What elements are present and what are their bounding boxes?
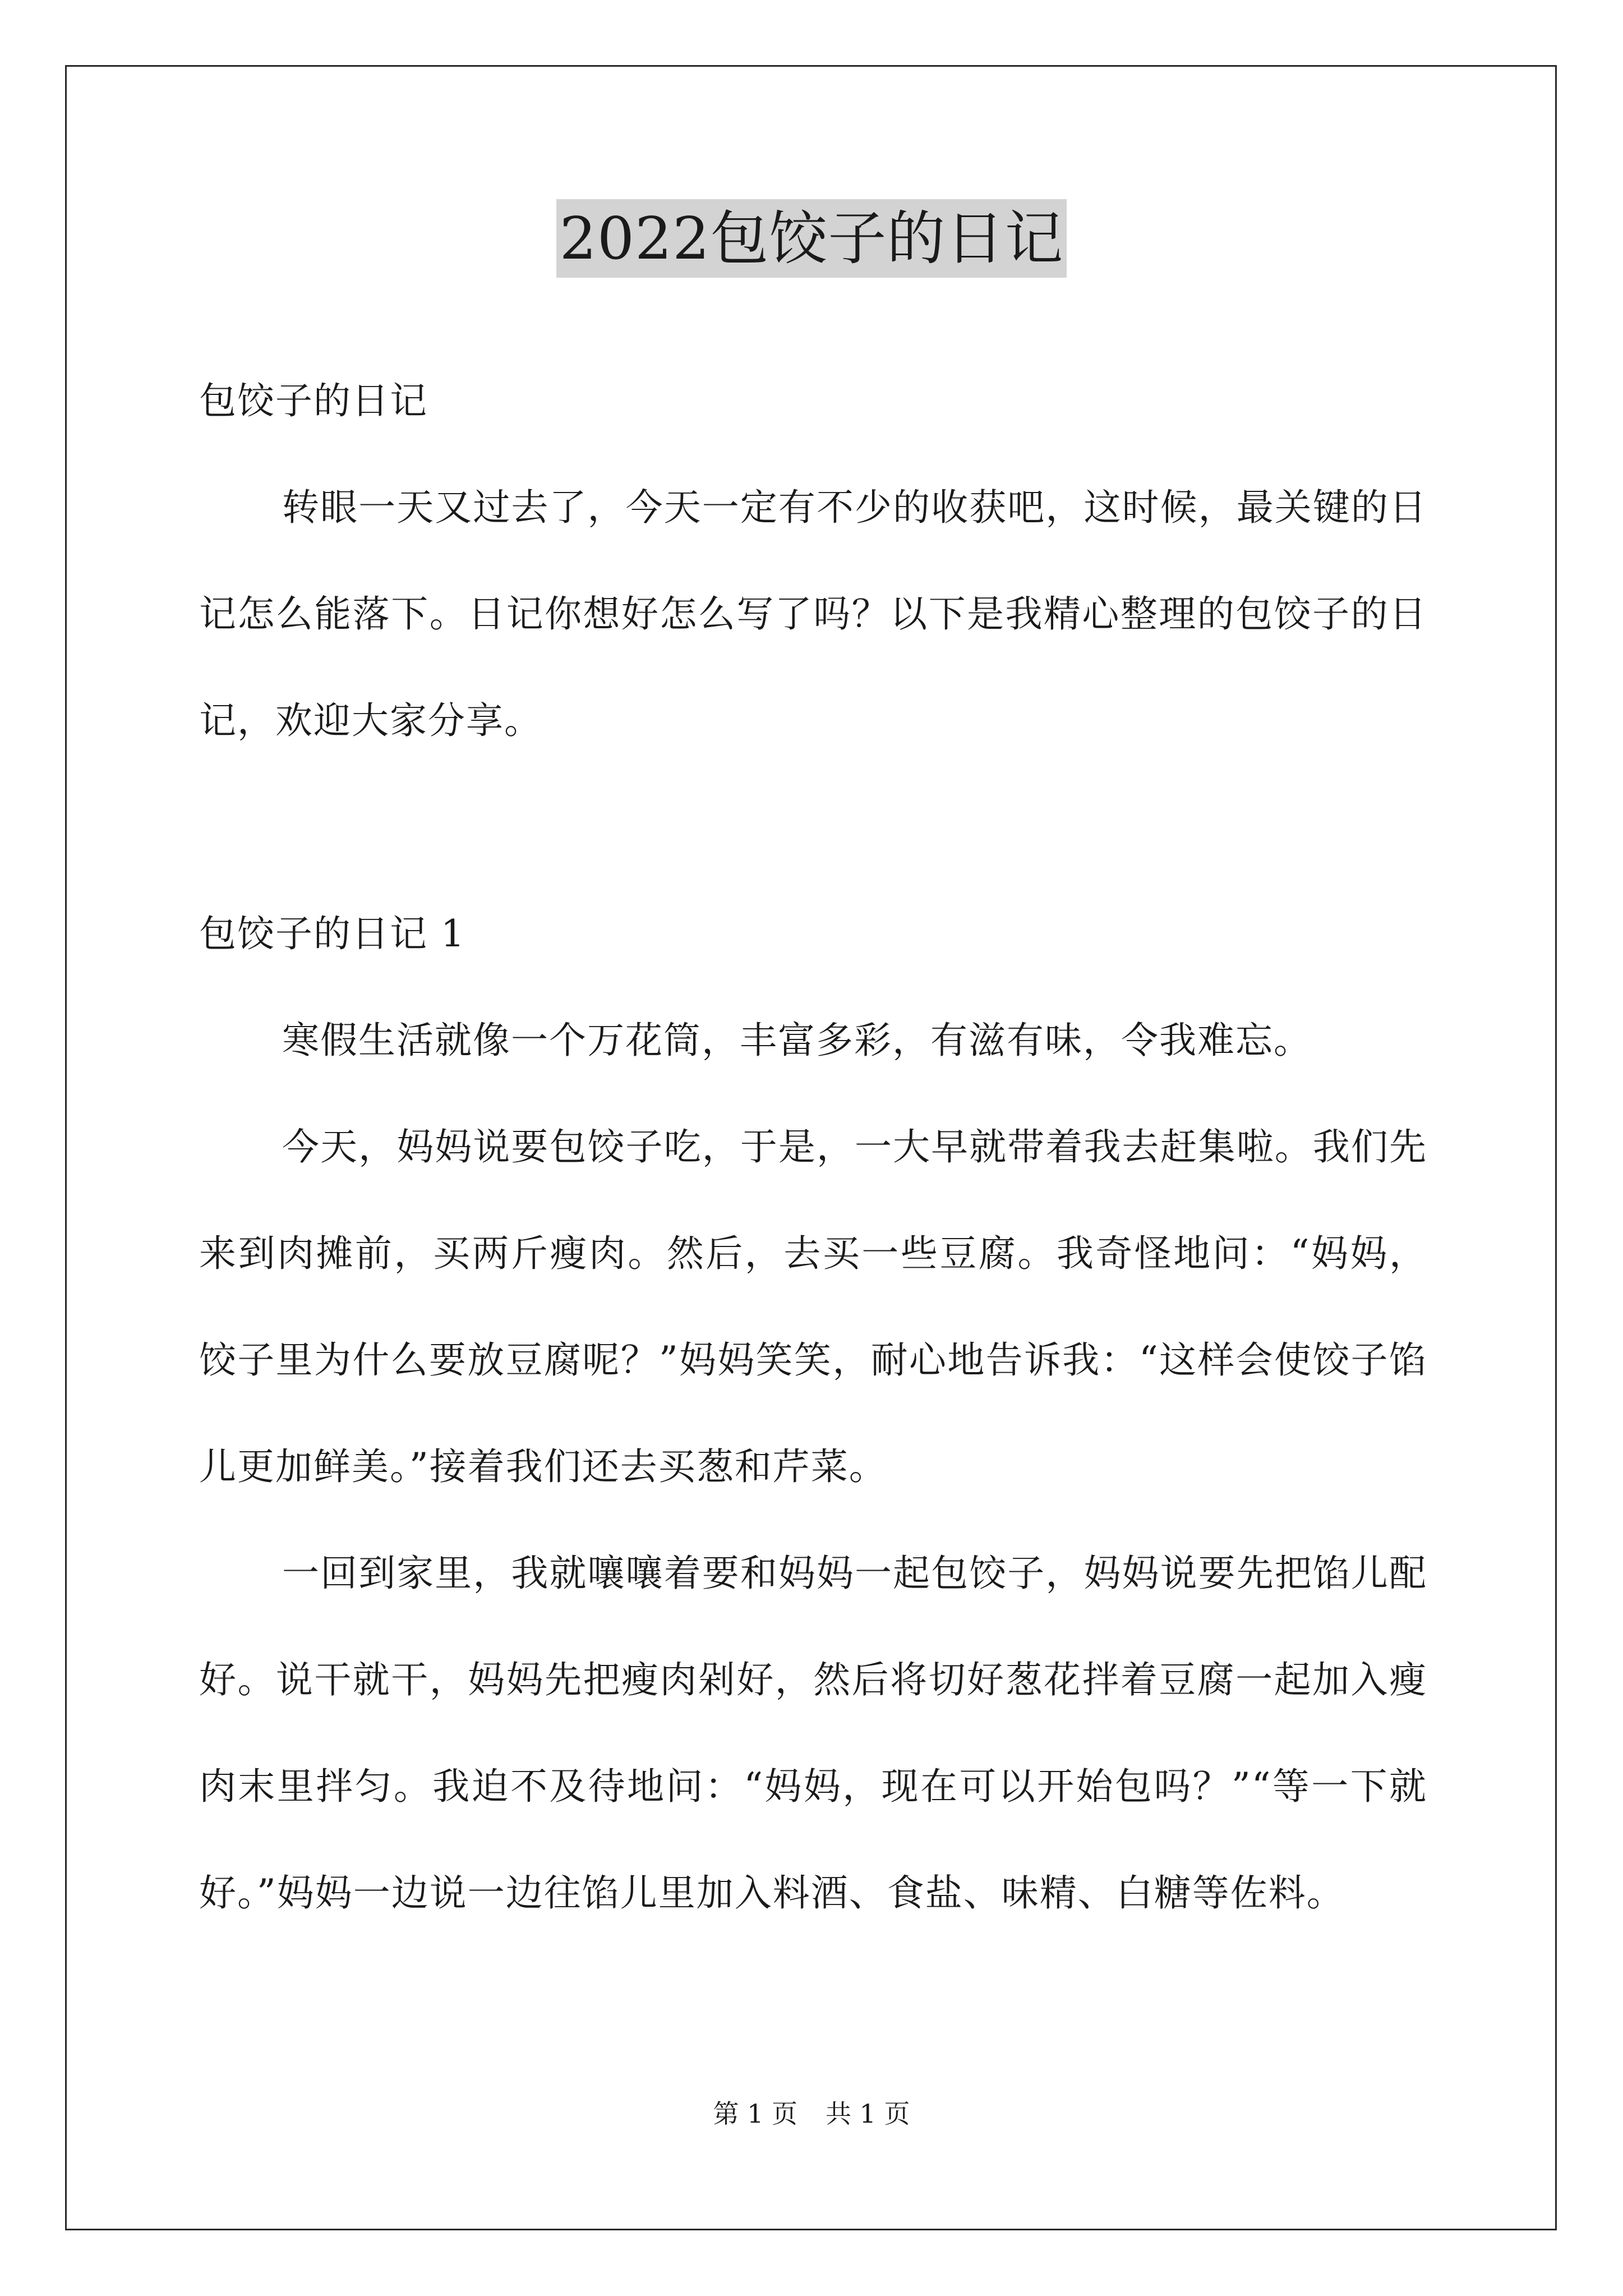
document-title: 2022包饺子的日记 bbox=[556, 199, 1067, 278]
body-paragraph: 寒假生活就像一个万花筒，丰富多彩，有滋有味，令我难忘。 bbox=[282, 1019, 1312, 1062]
page-number-current: 第 1 页 bbox=[713, 2099, 797, 2129]
document-body bbox=[199, 348, 1427, 1947]
title-container bbox=[0, 199, 1623, 278]
body-paragraph: 今天，妈妈说要包饺子吃，于是，一大早就带着我去赶集啦。我们先来到肉摊前，买两斤瘦肉。然后，去买一些豆腐。我奇怪地问：“妈妈，饺子里为什么要放豆腐呢？”妈妈笑笑，耐心地告诉我：“这样会使饺子馅儿更加鲜美。”接着我们还去买葱和芹菜。 bbox=[199, 1125, 1427, 1488]
page-footer bbox=[0, 2097, 1623, 2131]
page-number-total: 共 1 页 bbox=[826, 2099, 910, 2129]
section-heading: 包饺子的日记 1 bbox=[199, 912, 465, 955]
intro-paragraph: 转眼一天又过去了，今天一定有不少的收获吧，这时候，最关键的日记怎么能落下。日记你想好怎么写了吗？以下是我精心整理的包饺子的日记，欢迎大家分享。 bbox=[199, 486, 1427, 742]
body-paragraph: 一回到家里，我就嚷嚷着要和妈妈一起包饺子，妈妈说要先把馅儿配好。说干就干，妈妈先把瘦肉剁好，然后将切好葱花拌着豆腐一起加入瘦肉末里拌匀。我迫不及待地问：“妈妈，现在可以开始包吗？”“等一下就好。”妈妈一边说一边往馅儿里加入料酒、食盐、味精、白糖等佐料。 bbox=[199, 1552, 1427, 1915]
subheading: 包饺子的日记 bbox=[199, 379, 428, 422]
